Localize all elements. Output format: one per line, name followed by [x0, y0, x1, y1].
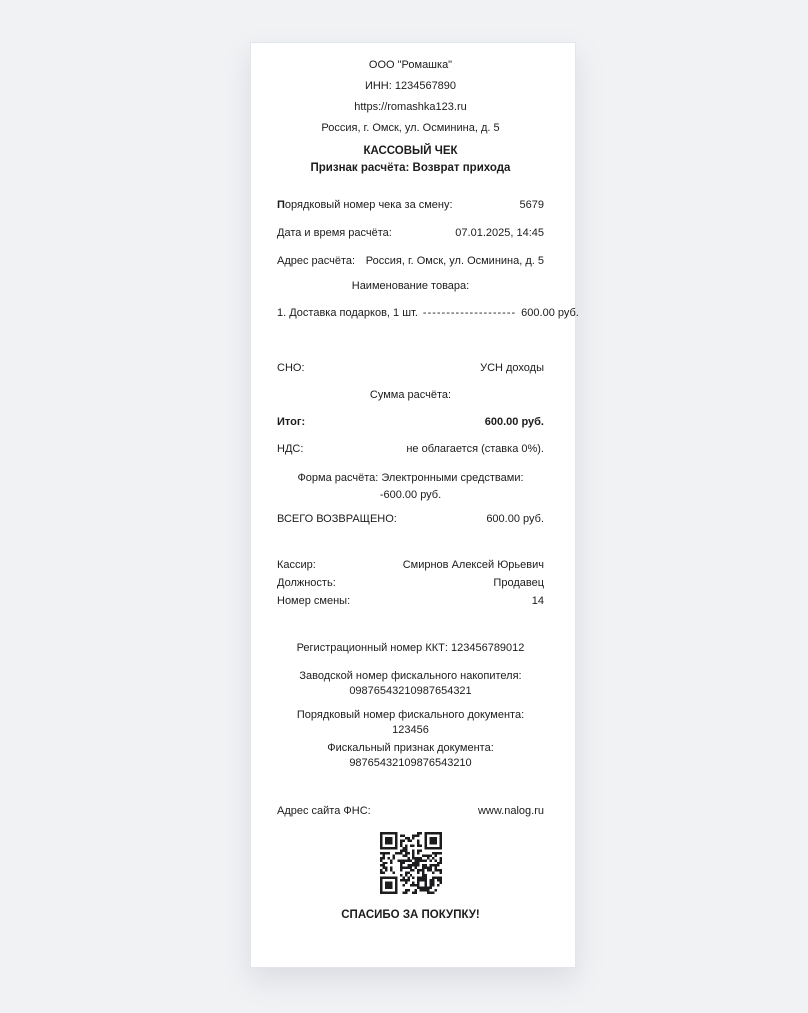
fiscal-sign	[277, 741, 544, 771]
payment-form-line2: -600.00 руб.	[379, 489, 442, 501]
vat-value: не облагается (ставка 0%).	[406, 443, 544, 455]
vat-label: НДС:	[277, 443, 304, 455]
row-datetime	[277, 227, 544, 240]
row-shift-number	[277, 592, 544, 610]
payment-form-block	[277, 470, 544, 504]
row-vat	[277, 443, 544, 456]
sno-value: УСН доходы	[480, 362, 544, 374]
row-calc-address	[277, 255, 544, 268]
fiscal-sign-value: 98765432109876543210	[349, 757, 472, 769]
item-price: 600.00 руб.	[521, 307, 579, 319]
total-label: Итог:	[277, 416, 306, 428]
company-inn: ИНН: 1234567890	[364, 80, 457, 92]
position-value: Продавец	[493, 577, 544, 589]
total-returned-value: 600.00 руб.	[486, 513, 544, 525]
items-heading: Наименование товара:	[351, 280, 470, 292]
cashier-value: Смирнов Алексей Юрьевич	[402, 559, 544, 571]
row-receipt-number	[277, 199, 544, 212]
receipt-card	[250, 42, 579, 968]
company-website: https://romashka123.ru	[354, 101, 467, 113]
qr-code	[380, 832, 442, 894]
fiscal-storage-value: 09876543210987654321	[349, 685, 472, 697]
company-name: ООО "Ромашка"	[368, 59, 453, 71]
item-name: 1. Доставка подарков, 1 шт.	[277, 307, 418, 319]
fns-site-label: Адрес сайта ФНС:	[277, 805, 371, 817]
calc-address-label: Адрес расчёта:	[277, 255, 356, 267]
fiscal-sign-label: Фискальный признак документа:	[327, 742, 494, 754]
cashier-label: Кассир:	[277, 559, 316, 571]
company-address: Россия, г. Омск, ул. Осминина, д. 5	[321, 122, 500, 134]
sum-heading: Сумма расчёта:	[369, 389, 452, 401]
row-total	[277, 416, 544, 429]
payment-attribute: Признак расчёта: Возврат прихода	[310, 162, 511, 174]
sno-label: СНО:	[277, 362, 305, 374]
total-returned-label: ВСЕГО ВОЗВРАЩЕНО:	[277, 513, 397, 525]
fiscal-document-value: 123456	[392, 724, 429, 736]
item-row	[277, 307, 579, 320]
receipt-number-value: 5679	[519, 199, 544, 211]
datetime-label: Дата и время расчёта:	[277, 227, 392, 239]
row-fns-site	[277, 805, 544, 818]
receipt-header	[277, 55, 544, 139]
row-cashier	[277, 556, 544, 574]
row-sno	[277, 362, 544, 375]
fiscal-storage-number	[277, 669, 544, 699]
receipt-number-label: Порядковый номер чека за смену:	[277, 199, 453, 211]
shift-number-label: Номер смены:	[277, 595, 351, 607]
staff-block	[277, 556, 544, 610]
receipt-title: КАССОВЫЙ ЧЕК	[363, 145, 458, 157]
item-leader-dashes: --------------------	[422, 307, 517, 319]
fiscal-storage-label: Заводской номер фискального накопителя:	[299, 670, 522, 682]
row-position	[277, 574, 544, 592]
kkt-registration-number: Регистрационный номер ККТ: 123456789012	[296, 642, 525, 654]
calc-address-value: Россия, г. Омск, ул. Осминина, д. 5	[365, 255, 544, 267]
thanks-message: СПАСИБО ЗА ПОКУПКУ!	[341, 909, 480, 921]
payment-form-line1: Форма расчёта: Электронными средствами:	[297, 472, 524, 484]
fns-site-value: www.nalog.ru	[477, 805, 544, 817]
fiscal-document-number	[277, 708, 544, 738]
row-total-returned	[277, 513, 544, 526]
shift-number-value: 14	[531, 595, 544, 607]
total-value: 600.00 руб.	[484, 416, 544, 428]
fiscal-document-label: Порядковый номер фискального документа:	[296, 709, 525, 721]
datetime-value: 07.01.2025, 14:45	[455, 227, 544, 239]
position-label: Должность:	[277, 577, 336, 589]
